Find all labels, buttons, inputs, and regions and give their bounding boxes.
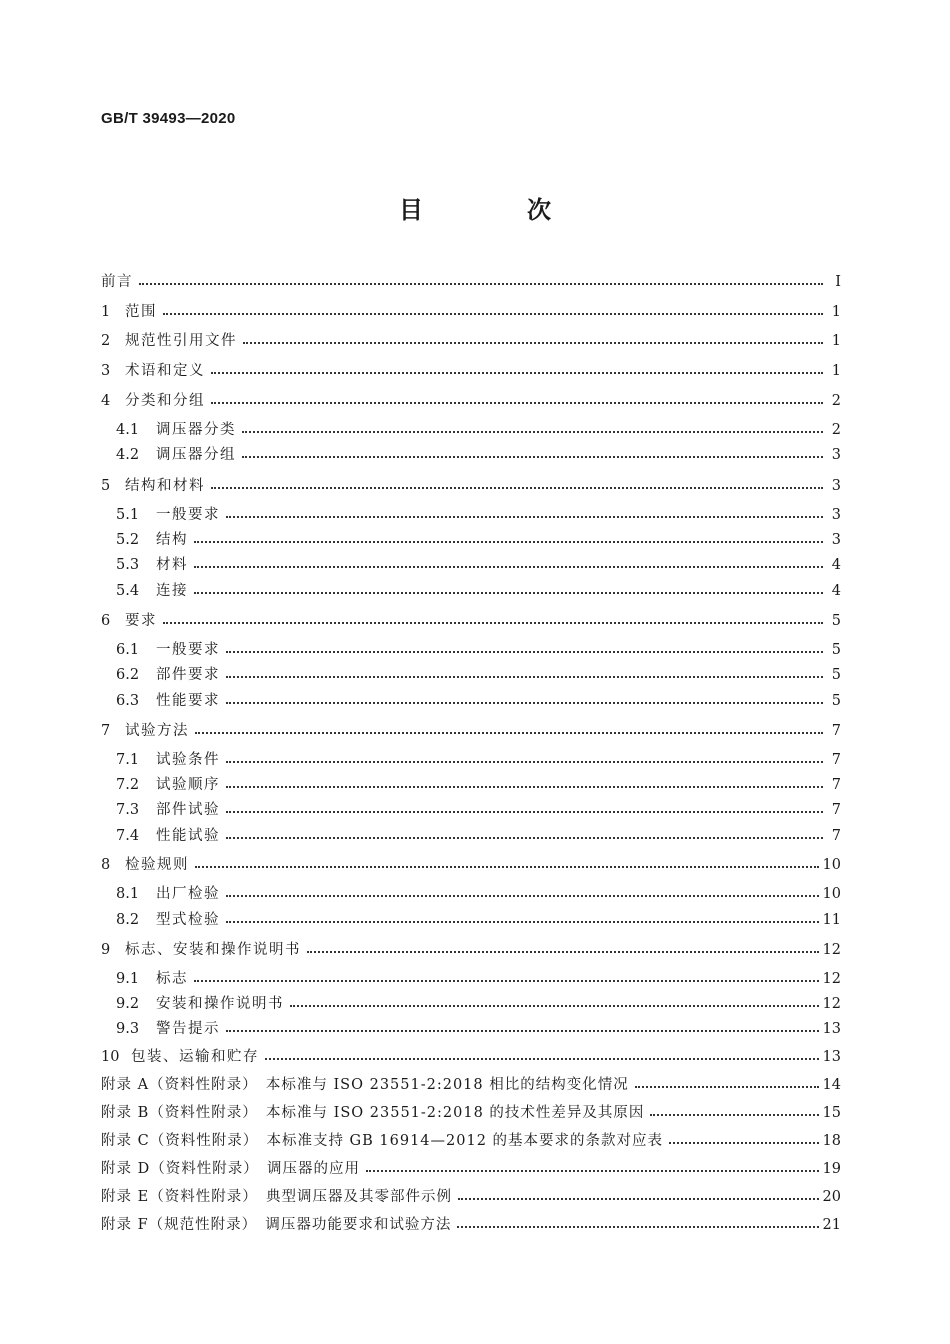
toc-entry-label: 附录 A（资料性附录） 本标准与 ISO 23551-2:2018 相比的结构变化情况 (101, 1077, 629, 1093)
toc-entry-label: 附录 D（资料性附录） 调压器的应用 (101, 1161, 360, 1177)
toc-entry-label: 前言 (101, 274, 133, 290)
dot-leader (226, 651, 823, 653)
toc-entry[interactable] (101, 1215, 841, 1235)
toc-entry-number: 4.1 (116, 422, 140, 438)
toc-entry-label: 术语和定义 (125, 363, 205, 379)
toc-entry-page-number: 2 (831, 422, 841, 438)
dot-leader (669, 1142, 819, 1144)
toc-entry-label: 要求 (125, 613, 157, 629)
dot-leader (243, 342, 823, 344)
toc-entry[interactable] (101, 940, 841, 960)
toc-entry-label: 部件要求 (156, 667, 220, 683)
toc-entry-number: 6 (101, 613, 111, 629)
dot-leader (366, 1170, 819, 1172)
toc-entry-number: 5.1 (116, 507, 140, 523)
toc-entry[interactable] (116, 445, 841, 465)
standard-code: GB/T 39493—2020 (101, 110, 236, 127)
toc-entry-page-number: 2 (831, 393, 841, 409)
toc-entry-number: 5.4 (116, 583, 140, 599)
toc-entry-number: 8.2 (116, 912, 140, 928)
toc-entry[interactable] (101, 1187, 841, 1207)
toc-entry[interactable] (116, 994, 841, 1014)
toc-entry-page-number: 4 (831, 557, 841, 573)
toc-entry-page-number: 14 (822, 1077, 841, 1093)
toc-entry-number: 8.1 (116, 886, 140, 902)
toc-entry-page-number: 15 (822, 1105, 841, 1121)
toc-entry-page-number: 11 (822, 912, 841, 928)
toc-entry-page-number: 12 (822, 971, 841, 987)
toc-entry-number: 6.2 (116, 667, 140, 683)
dot-leader (242, 431, 823, 433)
dot-leader (226, 895, 819, 897)
dot-leader (226, 811, 823, 813)
toc-entry[interactable] (116, 884, 841, 904)
toc-entry[interactable] (101, 1103, 841, 1123)
toc-entry-label: 连接 (156, 583, 188, 599)
toc-entry-label: 检验规则 (125, 857, 189, 873)
dot-leader (458, 1198, 819, 1200)
toc-entry-page-number: 1 (831, 333, 841, 349)
toc-entry-label: 一般要求 (156, 642, 220, 658)
toc-entry-label: 安装和操作说明书 (156, 996, 284, 1012)
toc-entry-page-number: 19 (822, 1161, 841, 1177)
dot-leader (226, 516, 823, 518)
toc-entry[interactable] (101, 721, 841, 741)
toc-entry-label: 出厂检验 (156, 886, 220, 902)
toc-entry-page-number: 12 (822, 942, 841, 958)
dot-leader (457, 1226, 818, 1228)
toc-entry-page-number: 4 (831, 583, 841, 599)
toc-entry-label: 试验条件 (156, 752, 220, 768)
toc-entry-label: 部件试验 (156, 802, 220, 818)
toc-entry[interactable] (116, 910, 841, 930)
toc-entry-page-number: 5 (831, 613, 841, 629)
dot-leader (163, 313, 823, 315)
dot-leader (211, 402, 823, 404)
toc-entry-number: 10 (101, 1049, 120, 1065)
toc-entry-page-number: 12 (822, 996, 841, 1012)
dot-leader (194, 592, 823, 594)
toc-entry-page-number: 3 (831, 478, 841, 494)
toc-entry[interactable] (116, 750, 841, 770)
toc-entry-page-number: 13 (822, 1049, 841, 1065)
toc-entry-page-number: 3 (831, 447, 841, 463)
toc-entry-number: 6.1 (116, 642, 140, 658)
toc-entry-label: 警告提示 (156, 1021, 220, 1037)
dot-leader (163, 622, 823, 624)
dot-leader (211, 372, 823, 374)
toc-entry[interactable] (101, 611, 841, 631)
toc-entry-label: 试验顺序 (156, 777, 220, 793)
toc-entry-label: 附录 E（资料性附录） 典型调压器及其零部件示例 (101, 1189, 452, 1205)
dot-leader (226, 837, 823, 839)
toc-entry-label: 附录 C（资料性附录） 本标准支持 GB 16914—2012 的基本要求的条款对应表 (101, 1133, 664, 1149)
toc-entry-page-number: 1 (831, 363, 841, 379)
dot-leader (242, 456, 823, 458)
toc-entry[interactable] (116, 640, 841, 660)
dot-leader (195, 866, 819, 868)
toc-entry-label: 型式检验 (156, 912, 220, 928)
toc-entry-number: 2 (101, 333, 111, 349)
toc-entry[interactable] (116, 530, 841, 550)
toc-entry-page-number: Ⅰ (835, 274, 841, 290)
toc-entry-label: 一般要求 (156, 507, 220, 523)
toc-entry[interactable] (101, 1047, 841, 1067)
toc-entry-page-number: 3 (831, 507, 841, 523)
toc-entry-number: 8 (101, 857, 111, 873)
toc-entry-number: 1 (101, 304, 111, 320)
dot-leader (194, 541, 823, 543)
toc-entry-page-number: 20 (822, 1189, 841, 1205)
toc-entry-page-number: 7 (831, 752, 841, 768)
dot-leader (307, 951, 819, 953)
toc-entry[interactable] (116, 969, 841, 989)
dot-leader (226, 761, 823, 763)
toc-entry-number: 9.2 (116, 996, 140, 1012)
toc-entry-label: 调压器分组 (156, 447, 236, 463)
toc-entry-label: 附录 B（资料性附录） 本标准与 ISO 23551-2:2018 的技术性差异及其原因 (101, 1105, 645, 1121)
toc-entry-label: 规范性引用文件 (125, 333, 237, 349)
toc-entry-page-number: 5 (831, 642, 841, 658)
toc-entry-label: 附录 F（规范性附录） 调压器功能要求和试验方法 (101, 1217, 452, 1233)
toc-entry-number: 9.3 (116, 1021, 140, 1037)
toc-entry-number: 7.3 (116, 802, 140, 818)
dot-leader (226, 1030, 819, 1032)
dot-leader (194, 980, 819, 982)
toc-entry-page-number: 10 (822, 857, 841, 873)
toc-entry-label: 结构和材料 (125, 478, 205, 494)
dot-leader (211, 487, 823, 489)
toc-entry[interactable] (101, 361, 841, 381)
dot-leader (226, 676, 823, 678)
toc-entry-number: 7.1 (116, 752, 140, 768)
toc-entry[interactable] (101, 1159, 841, 1179)
toc-entry[interactable] (116, 420, 841, 440)
toc-entry-page-number: 7 (831, 802, 841, 818)
toc-entry-number: 7 (101, 723, 111, 739)
toc-entry-page-number: 10 (822, 886, 841, 902)
toc-entry-number: 4.2 (116, 447, 140, 463)
page-title: 目 次 (399, 195, 591, 224)
dot-leader (195, 732, 823, 734)
toc-entry[interactable] (116, 505, 841, 525)
toc-entry[interactable] (116, 800, 841, 820)
toc-entry-label: 分类和分组 (125, 393, 205, 409)
toc-entry[interactable] (101, 855, 841, 875)
toc-entry-label: 包装、运输和贮存 (131, 1049, 259, 1065)
toc-entry-label: 标志、安装和操作说明书 (125, 942, 301, 958)
toc-entry[interactable] (101, 331, 841, 351)
toc-entry-label: 范围 (125, 304, 157, 320)
toc-entry-label: 材料 (156, 557, 188, 573)
toc-entry-number: 3 (101, 363, 111, 379)
dot-leader (265, 1058, 819, 1060)
toc-entry[interactable] (101, 1075, 841, 1095)
toc-entry-label: 试验方法 (125, 723, 189, 739)
toc-entry-label: 性能试验 (156, 828, 220, 844)
toc-entry-number: 5.2 (116, 532, 140, 548)
toc-entry-label: 标志 (156, 971, 188, 987)
toc-entry[interactable] (116, 555, 841, 575)
dot-leader (226, 786, 823, 788)
toc-entry[interactable] (101, 476, 841, 496)
toc-entry-number: 9 (101, 942, 111, 958)
toc-entry[interactable] (101, 1131, 841, 1151)
dot-leader (194, 566, 823, 568)
toc-entry-number: 7.4 (116, 828, 140, 844)
toc-entry[interactable] (116, 665, 841, 685)
toc-entry-page-number: 7 (831, 828, 841, 844)
dot-leader (226, 702, 823, 704)
toc-entry-number: 4 (101, 393, 111, 409)
dot-leader (139, 283, 823, 285)
toc-entry-number: 7.2 (116, 777, 140, 793)
toc-entry-page-number: 7 (831, 723, 841, 739)
dot-leader (635, 1086, 819, 1088)
toc-entry[interactable] (116, 1019, 841, 1039)
toc-entry-page-number: 1 (831, 304, 841, 320)
toc-entry[interactable] (116, 826, 841, 846)
toc-entry-page-number: 5 (831, 693, 841, 709)
toc-entry-page-number: 7 (831, 777, 841, 793)
dot-leader (290, 1005, 819, 1007)
toc-entry-page-number: 18 (822, 1133, 841, 1149)
toc-entry-number: 5 (101, 478, 111, 494)
toc-entry-page-number: 21 (822, 1217, 841, 1233)
toc-entry[interactable] (101, 272, 841, 292)
toc-entry[interactable] (101, 391, 841, 411)
toc-entry-page-number: 13 (822, 1021, 841, 1037)
toc-entry-label: 性能要求 (156, 693, 220, 709)
toc-entry-number: 6.3 (116, 693, 140, 709)
toc-entry[interactable] (116, 581, 841, 601)
toc-entry[interactable] (101, 302, 841, 322)
toc-entry[interactable] (116, 775, 841, 795)
toc-entry-label: 结构 (156, 532, 188, 548)
dot-leader (650, 1114, 818, 1116)
toc-entry-number: 5.3 (116, 557, 140, 573)
toc-entry-page-number: 5 (831, 667, 841, 683)
toc-entry[interactable] (116, 691, 841, 711)
toc-entry-page-number: 3 (831, 532, 841, 548)
dot-leader (226, 921, 819, 923)
toc-entry-label: 调压器分类 (156, 422, 236, 438)
toc-entry-number: 9.1 (116, 971, 140, 987)
